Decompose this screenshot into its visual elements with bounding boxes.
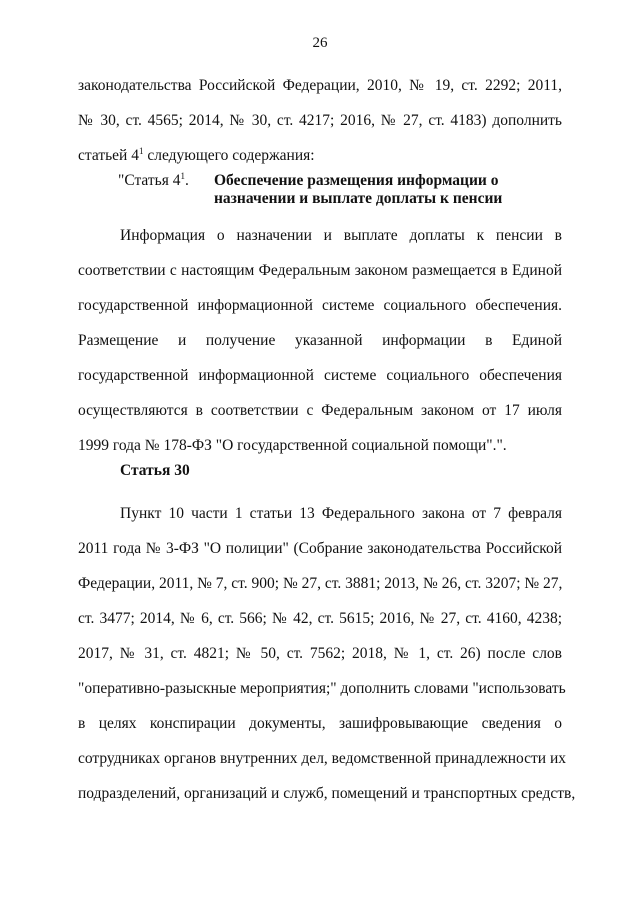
article-title-line-2: назначении и выплате доплаты к пенсии (214, 190, 503, 207)
intro-line-2: № 30, ст. 4565; 2014, № 30, ст. 4217; 2016, № 27, ст. 4183) дополнить (78, 112, 562, 129)
article4-body-line-3: государственной информационной системе социального обеспечения. (78, 297, 562, 314)
intro-line-3-tail: следующего содержания: (143, 147, 315, 164)
article-label-text: "Статья 4 (118, 172, 181, 189)
article-4-1-body (78, 218, 562, 463)
superscript: 1 (138, 145, 144, 156)
article4-body-line-6: осуществляются в соответствии с Федеральным законом от 17 июля (78, 402, 562, 419)
article4-body-line-2: соответствии с настоящим Федеральным законом размещается в Единой (78, 262, 562, 279)
article-title-line-1: Обеспечение размещения информации о (214, 172, 499, 189)
article-label-superscript: 1 (180, 170, 185, 181)
article4-body-line-4: Размещение и получение указанной информации в Единой (78, 332, 562, 349)
article30-line-7: в целях конспирации документы, зашифровывающие сведения о (78, 715, 562, 732)
article-4-1-label (118, 172, 189, 190)
article-30-heading: Статья 30 (120, 462, 190, 479)
article30-line-9: подразделений, организаций и служб, помещений и транспортных средств, (78, 785, 576, 802)
article30-line-3: Федерации, 2011, № 7, ст. 900; № 27, ст. 3881; 2013, № 26, ст. 3207; № 27, (78, 575, 563, 592)
article30-line-1: Пункт 10 части 1 статьи 13 Федерального закона от 7 февраля (120, 505, 562, 522)
article4-body-line-5: государственной информационной системе социального обеспечения (78, 367, 562, 384)
article4-body-line-7: 1999 года № 178-ФЗ "О государственной социальной помощи".". (78, 437, 507, 454)
article4-body-line-1: Информация о назначении и выплате доплаты к пенсии в (120, 227, 562, 244)
intro-paragraph (78, 68, 562, 173)
article30-line-8: сотрудниках органов внутренних дел, ведомственной принадлежности их (78, 750, 567, 767)
article-4-1-title (214, 172, 534, 208)
page-number: 26 (312, 35, 328, 51)
article30-line-4: ст. 3477; 2014, № 6, ст. 566; № 42, ст. 5615; 2016, № 27, ст. 4160, 4238; (78, 610, 562, 627)
intro-line-3-text: статьей 4 (78, 147, 139, 164)
intro-line-3 (78, 138, 562, 173)
intro-line-1: законодательства Российской Федерации, 2010, № 19, ст. 2292; 2011, (78, 77, 562, 94)
article-label-tail: . (185, 172, 189, 189)
article30-line-2: 2011 года № 3-ФЗ "О полиции" (Собрание законодательства Российской (78, 540, 562, 557)
article30-line-5: 2017, № 31, ст. 4821; № 50, ст. 7562; 2018, № 1, ст. 26) после слов (78, 645, 562, 662)
article-30-body (78, 496, 576, 811)
article30-line-6: "оперативно-разыскные мероприятия;" дополнить словами "использовать (78, 680, 566, 697)
